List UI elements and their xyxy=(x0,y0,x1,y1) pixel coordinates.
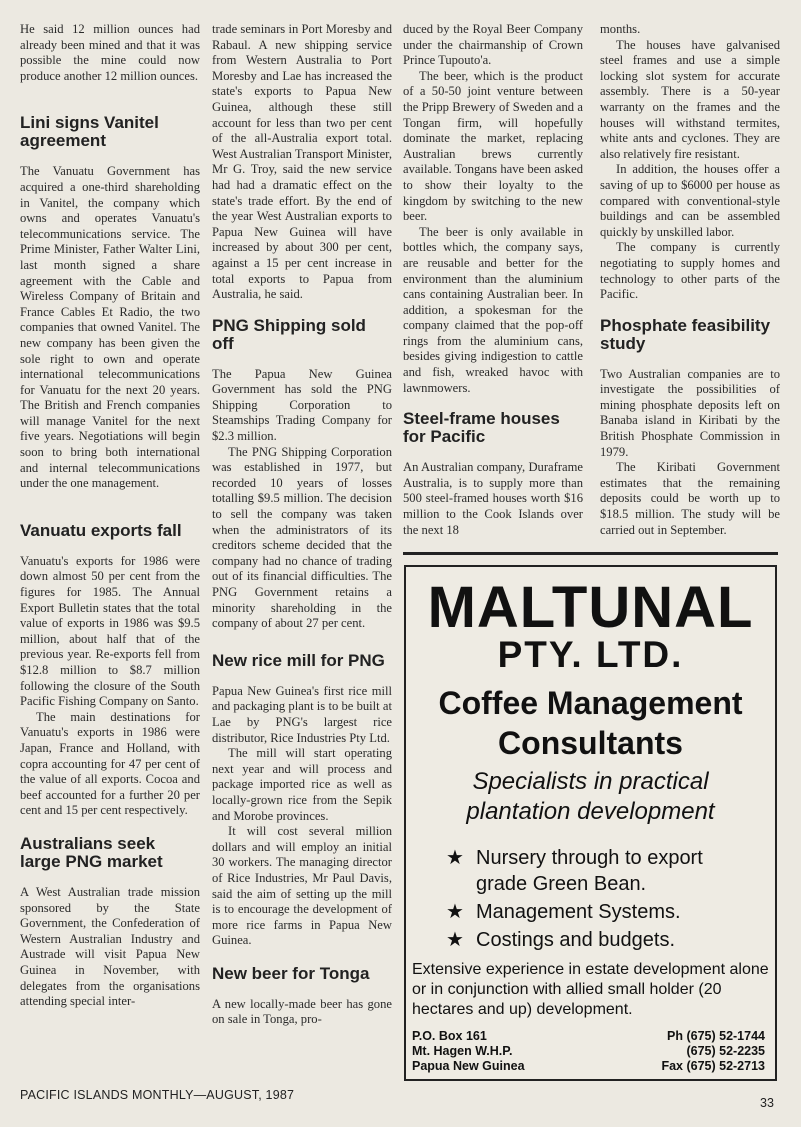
article-paragraph: Papua New Guinea's first rice mill and packaging plant is to be built at Lae by PNG's largest rice distributor, Rice Industries Pty Ltd. xyxy=(212,683,392,745)
ad-headline xyxy=(406,683,775,763)
article-paragraph: The Papua New Guinea Government has sold the PNG Shipping Corporation to Steamships Trading Company for $2.3 million. xyxy=(212,366,392,444)
page-number: 33 xyxy=(760,1096,774,1110)
headline-phosphate: Phosphate feasibility study xyxy=(600,315,771,353)
article-paragraph: The houses have galvanised steel frames and use a simple locking slot system for accurate assembly. There is a 50-year warranty on the frames and the houses will withstand termites, white ants and cyclones. They are also relatively fire resistant. xyxy=(600,37,780,161)
article-paragraph: The main destinations for Vanuatu's exports in 1986 were Japan, France and Holland, with copra accounting for 47 per cent of the value of all exports. Cocoa and beef accounted for a further 20 per cent and 15 per cent respectively. xyxy=(20,709,200,818)
article-paragraph: In addition, the houses offer a saving of up to $6000 per house as compared with conventional-style buildings and can be assembled quickly by unskilled labor. xyxy=(600,162,780,239)
ad-tagline-line1: Specialists in practical xyxy=(472,768,709,795)
article-paragraph: It will cost several million dollars and will employ an initial 30 workers. The managing director of Rice Industries, Mr Paul Davis, said the aim of setting up the mill is to encourage the development of more rice farms in Papua New Guinea. xyxy=(212,824,392,948)
list-item: ★ Costings and budgets. xyxy=(446,929,676,951)
headline-rice-mill: New rice mill for PNG xyxy=(212,650,385,670)
section-divider xyxy=(403,552,778,555)
ad-tagline xyxy=(406,767,775,827)
headline-png-shipping: PNG Shipping sold off xyxy=(212,315,366,353)
article-paragraph: The beer, which is the product of a 50-50 joint venture between the Pripp Brewery of Sweden and a Tongan firm, will hopefully dominate the market, replacing Australian brews currently available. Tongans have been asked to show their loyalty to the kingdom by switching to the new beer. xyxy=(403,68,583,224)
star-icon: ★ xyxy=(446,901,464,923)
maltunal-advertisement xyxy=(404,565,777,1081)
article-paragraph: An Australian company, Duraframe Australia, is to supply more than 500 steel-framed houses worth $16 million to the Cook Islands over the next 18 xyxy=(403,460,583,537)
article-paragraph: duced by the Royal Beer Company under the chairmanship of Crown Prince Tupouto'a. xyxy=(403,22,583,68)
page-footer: PACIFIC ISLANDS MONTHLY—AUGUST, 1987 xyxy=(20,1088,295,1102)
column-1 xyxy=(20,22,200,1010)
ad-address: P.O. Box 161 Mt. Hagen W.H.P. Papua New Guinea xyxy=(412,1029,525,1073)
article-paragraph: Two Australian companies are to investigate the possibilities of mining phosphate deposits left on Banaba island in Kiribati by the British Phosphate Commission in 1979. xyxy=(600,366,780,459)
column-4 xyxy=(600,22,780,538)
article-paragraph: The mill will start operating next year and will process and package imported rice as well as locally-grown rice from the Sepik and Morobe provinces. xyxy=(212,746,392,823)
article-paragraph: trade seminars in Port Moresby and Rabaul. A new shipping service from Western Australia to Port Moresby and Lae has increased the state's exports to Papua New Guinea, although these still account for less than two per cent of the all-Australia export total. West Australian Transport Minister, Mr G. Troy, said the new service had had a dramatic effect on the state's trade effort. By the end of the year West Australian exports to Papua New Guinea will have increased by about 300 per cent, against a 15 per cent increase in total exports to Papua from Australia, he said. xyxy=(212,22,392,302)
article-paragraph: The Vanuatu Government has acquired a one-third shareholding in Vanitel, the company which owns and operates Vanuatu's telecommunications service. The Prime Minister, Father Walter Lini, last month signed a share agreement with the Cable and Wireless Company of Britain and France Cables Et Radio, the two companies that owned Vanitel. The new company has been given the sole right to own and operate international telecommunications for Vanuatu for the next 20 years. The British and French companies will manage Vanitel for the next five years. Negotiations will begin soon to bring both international and internal telecommunications under the one management. xyxy=(20,164,200,491)
article-paragraph: A West Australian trade mission sponsored by the State Government, the Confederation of Western Australian Industry and Austrade will visit Papua New Guinea in November, with delegates from the organisations attending special inter- xyxy=(20,884,200,1009)
ad-experience-text: Extensive experience in estate development alone or in conjunction with allied small holder (20 hectares and up) development. xyxy=(412,961,769,1018)
ad-services-list xyxy=(446,845,746,955)
headline-beer-tonga: New beer for Tonga xyxy=(212,963,370,983)
column-3 xyxy=(403,22,583,538)
ad-company-suffix: PTY. LTD. xyxy=(497,634,684,675)
article-paragraph: The Kiribati Government estimates that the remaining deposits could be worth up to $18.5 million. The study will be carried out in September. xyxy=(600,460,780,537)
article-paragraph: A new locally-made beer has gone on sale in Tonga, pro- xyxy=(212,996,392,1027)
headline-australians-png: Australians seek large PNG market xyxy=(20,833,163,871)
ad-tagline-line2: plantation development xyxy=(466,798,715,825)
article-paragraph: Vanuatu's exports for 1986 were down almost 50 per cent from the figures for 1985. The Annual Export Bulletin states that the total value of exports in 1986 was $9.5 million, about half that of the previous year. Re-exports fell from $12.8 million to $8.7 million following the closure of the South Pacific Fishing Company on Santo. xyxy=(20,553,200,709)
headline-vanuatu-exports: Vanuatu exports fall xyxy=(20,520,182,540)
ad-phone-numbers: Ph (675) 52-1744 (675) 52-2235 Fax (675) 52-2713 xyxy=(661,1029,765,1073)
ad-headline-line2: Consultants xyxy=(498,725,683,761)
list-item: ★ Nursery through to export grade Green Bean. xyxy=(446,847,703,895)
column-2 xyxy=(212,22,392,1028)
article-paragraph: The company is currently negotiating to supply homes and technology to other parts of the Pacific. xyxy=(600,240,780,302)
star-icon: ★ xyxy=(446,929,464,951)
headline-steel-frame: Steel-frame houses for Pacific xyxy=(403,409,560,447)
article-paragraph: months. xyxy=(600,22,641,36)
headline-lini-vanitel: Lini signs Vanitel agreement xyxy=(20,113,159,151)
article-paragraph: The PNG Shipping Corporation was established in 1977, but recorded 10 years of losses totalling $9.5 million. The decision to sell the company was taken when the administrators of its creditors scheme decided that the company had no chance of trading out of its financial difficulties. The PNG Government retains a minority shareholding in the company of about 27 per cent. xyxy=(212,444,392,631)
ad-headline-line1: Coffee Management xyxy=(438,685,743,721)
list-item: ★ Management Systems. xyxy=(446,901,681,923)
star-icon: ★ xyxy=(446,847,464,869)
ad-brand: MALTUNAL xyxy=(427,575,754,640)
article-paragraph: He said 12 million ounces had already been mined and that it was possible the mine could now produce another 12 million ounces. xyxy=(20,22,200,83)
article-paragraph: The beer is only available in bottles which, the company says, are reusable and better for the environment than the aluminium cans containing Australian beer. In addition, a spokesman for the company claimed that the pop-off rings from the aluminium cans, besides giving indigestion to cattle and fish, wreaked havoc with lawnmowers. xyxy=(403,224,583,395)
